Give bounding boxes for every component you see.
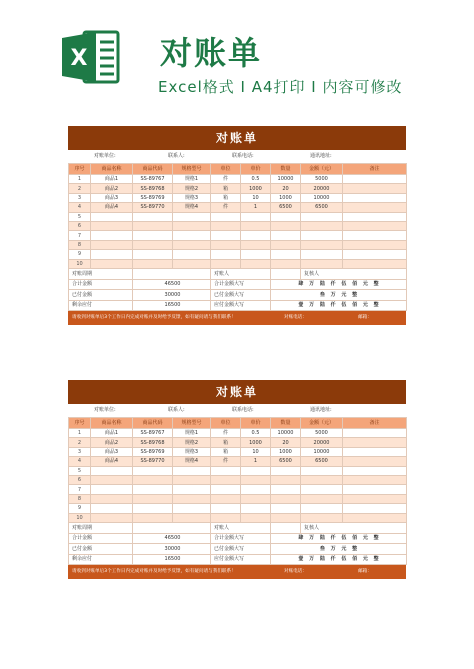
items-table: [68, 417, 407, 565]
table-row: [69, 513, 407, 522]
table-cell: [211, 485, 241, 494]
table-cell: [211, 504, 241, 513]
table-cell: [301, 504, 343, 513]
table-cell: [343, 447, 407, 456]
column-header: 单位: [211, 164, 241, 175]
table-cell: [133, 259, 173, 268]
table-cell: SS-89768: [133, 184, 173, 193]
due-value: 16500: [133, 300, 211, 311]
table-cell: [343, 457, 407, 466]
due-caps-label: 应付金额大写: [211, 554, 271, 565]
table-cell: [241, 259, 271, 268]
table-cell: [133, 231, 173, 240]
table-cell: 4: [69, 203, 91, 212]
table-cell: [133, 212, 173, 221]
table-cell: 箱: [211, 447, 241, 456]
table-cell: 箱: [211, 438, 241, 447]
column-header: 商品名称: [91, 418, 133, 429]
table-cell: [91, 259, 133, 268]
table-cell: SS-89770: [133, 203, 173, 212]
checker-label: 对账人: [211, 268, 271, 279]
logo-letter: X: [70, 46, 88, 71]
total-caps-label: 合计金额大写: [211, 279, 271, 290]
table-cell: 0.5: [241, 429, 271, 438]
table-cell: 商品3: [91, 447, 133, 456]
table-cell: 规格2: [173, 438, 211, 447]
table-cell: 规格4: [173, 203, 211, 212]
page-subtitle: Excel格式 I A4打印 I 内容可修改: [158, 78, 403, 96]
table-cell: SS-89767: [133, 429, 173, 438]
table-cell: 20000: [301, 184, 343, 193]
table-cell: SS-89769: [133, 447, 173, 456]
table-cell: 规格3: [173, 447, 211, 456]
table-cell: 件: [211, 203, 241, 212]
table-header-row: [69, 164, 407, 175]
table-cell: [133, 494, 173, 503]
paid-caps-value: 叁 万 元 整: [271, 290, 407, 301]
table-row: [69, 447, 407, 456]
table-cell: [271, 485, 301, 494]
table-row: [69, 485, 407, 494]
table-cell: [343, 259, 407, 268]
table-cell: 5000: [301, 175, 343, 184]
summary-row-paid: [69, 544, 407, 555]
table-cell: 件: [211, 457, 241, 466]
table-cell: 1000: [241, 184, 271, 193]
table-row: [69, 203, 407, 212]
table-cell: [211, 221, 241, 230]
table-cell: [343, 494, 407, 503]
table-cell: [343, 504, 407, 513]
table-cell: [271, 504, 301, 513]
table-cell: 规格1: [173, 429, 211, 438]
phone-label: 联系电话:: [232, 153, 254, 159]
table-cell: 件: [211, 175, 241, 184]
table-cell: 8: [69, 240, 91, 249]
table-cell: 规格1: [173, 175, 211, 184]
table-cell: [173, 259, 211, 268]
checker-label: 对账人: [211, 522, 271, 533]
table-row: [69, 475, 407, 484]
unit-label: 对账单位:: [94, 153, 116, 159]
table-cell: 6500: [271, 203, 301, 212]
table-cell: [133, 250, 173, 259]
table-cell: [91, 475, 133, 484]
table-cell: 1000: [271, 447, 301, 456]
table-cell: 规格4: [173, 457, 211, 466]
table-cell: [173, 231, 211, 240]
table-cell: [271, 475, 301, 484]
table-cell: 20: [271, 438, 301, 447]
table-cell: [301, 212, 343, 221]
table-cell: [211, 240, 241, 249]
period-label: 对账周期: [69, 522, 133, 533]
sheet-title: 对账单: [68, 126, 406, 150]
footer-note: 请收到对账单后3个工作日内完成对账并及时给予反馈，如有疑问请与我们联系！: [72, 569, 236, 575]
due-caps-value: 壹 万 陆 仟 伍 佰 元 整: [271, 554, 407, 565]
table-row: [69, 457, 407, 466]
column-header: 规格型号: [173, 418, 211, 429]
column-header: 商品代码: [133, 418, 173, 429]
sheet-info-row: [68, 404, 406, 417]
table-cell: [173, 466, 211, 475]
table-cell: [133, 221, 173, 230]
table-cell: [343, 513, 407, 522]
reviewer-label: 复核人: [301, 268, 407, 279]
table-cell: 商品2: [91, 184, 133, 193]
table-cell: SS-89769: [133, 193, 173, 202]
total-label: 合计金额: [69, 279, 133, 290]
table-cell: [211, 231, 241, 240]
paid-caps-value: 叁 万 元 整: [271, 544, 407, 555]
table-cell: [91, 250, 133, 259]
column-header: 序号: [69, 418, 91, 429]
table-cell: [211, 494, 241, 503]
table-cell: [301, 240, 343, 249]
period-label: 对账周期: [69, 268, 133, 279]
table-cell: 件: [211, 429, 241, 438]
table-cell: 商品2: [91, 438, 133, 447]
table-cell: [343, 429, 407, 438]
summary-row-people: [69, 268, 407, 279]
table-cell: 10: [69, 513, 91, 522]
table-cell: [301, 259, 343, 268]
footer-note: 请收到对账单后3个工作日内完成对账并及时给予反馈，如有疑问请与我们联系！: [72, 315, 236, 321]
footer-email: 邮箱：: [358, 315, 372, 321]
reviewer-label: 复核人: [301, 522, 407, 533]
table-cell: 3: [69, 447, 91, 456]
total-caps-label: 合计金额大写: [211, 533, 271, 544]
summary-row-due: [69, 300, 407, 311]
table-cell: [301, 221, 343, 230]
table-cell: 7: [69, 231, 91, 240]
table-cell: [343, 203, 407, 212]
table-cell: 9: [69, 250, 91, 259]
table-cell: [91, 240, 133, 249]
due-label: 剩余应付: [69, 300, 133, 311]
table-cell: [241, 231, 271, 240]
table-cell: [241, 494, 271, 503]
table-row: [69, 221, 407, 230]
table-cell: SS-89768: [133, 438, 173, 447]
excel-logo-icon: [60, 28, 122, 86]
total-value: 46500: [133, 533, 211, 544]
column-header: 规格型号: [173, 164, 211, 175]
table-cell: 10: [69, 259, 91, 268]
table-cell: 商品1: [91, 175, 133, 184]
table-cell: [343, 466, 407, 475]
table-cell: 1000: [241, 438, 271, 447]
table-cell: 2: [69, 438, 91, 447]
table-cell: [241, 240, 271, 249]
table-cell: [173, 494, 211, 503]
sheet-footer: [68, 311, 406, 325]
table-row: [69, 250, 407, 259]
table-cell: 1: [241, 457, 271, 466]
due-caps-label: 应付金额大写: [211, 300, 271, 311]
table-cell: 4: [69, 457, 91, 466]
table-cell: [91, 485, 133, 494]
sheet-info-row: [68, 150, 406, 163]
table-cell: [91, 231, 133, 240]
table-cell: [173, 212, 211, 221]
table-cell: [343, 475, 407, 484]
table-row: [69, 504, 407, 513]
table-cell: [271, 259, 301, 268]
table-cell: [271, 494, 301, 503]
unit-label: 对账单位:: [94, 407, 116, 413]
table-cell: [133, 513, 173, 522]
total-value: 46500: [133, 279, 211, 290]
table-cell: 7: [69, 485, 91, 494]
table-cell: 规格3: [173, 193, 211, 202]
table-cell: [91, 513, 133, 522]
table-cell: [91, 466, 133, 475]
table-cell: 6: [69, 221, 91, 230]
table-cell: [301, 513, 343, 522]
table-cell: [211, 513, 241, 522]
table-cell: [343, 485, 407, 494]
paid-caps-label: 已付金额大写: [211, 544, 271, 555]
table-row: [69, 231, 407, 240]
table-cell: [271, 212, 301, 221]
address-label: 通讯地址:: [310, 153, 332, 159]
table-cell: SS-89767: [133, 175, 173, 184]
table-cell: [241, 250, 271, 259]
table-row: [69, 466, 407, 475]
table-cell: 商品4: [91, 457, 133, 466]
column-header: 备注: [343, 418, 407, 429]
summary-row-due: [69, 554, 407, 565]
due-label: 剩余应付: [69, 554, 133, 565]
table-cell: [241, 504, 271, 513]
table-cell: [133, 240, 173, 249]
table-cell: [211, 259, 241, 268]
table-row: [69, 184, 407, 193]
table-cell: 20000: [301, 438, 343, 447]
table-cell: 1: [69, 429, 91, 438]
table-cell: 8: [69, 494, 91, 503]
column-header: 商品名称: [91, 164, 133, 175]
address-label: 通讯地址:: [310, 407, 332, 413]
table-cell: [343, 240, 407, 249]
table-cell: [343, 438, 407, 447]
paid-label: 已付金额: [69, 544, 133, 555]
contact-label: 联系人:: [168, 153, 185, 159]
table-cell: [301, 494, 343, 503]
table-cell: [343, 184, 407, 193]
table-cell: [211, 250, 241, 259]
paid-value: 30000: [133, 544, 211, 555]
table-cell: 20: [271, 184, 301, 193]
summary-row-people: [69, 522, 407, 533]
table-cell: [271, 513, 301, 522]
table-cell: 6500: [301, 203, 343, 212]
table-cell: [91, 494, 133, 503]
table-cell: 箱: [211, 184, 241, 193]
total-caps-value: 肆 万 陆 仟 伍 佰 元 整: [271, 279, 407, 290]
table-cell: 10000: [271, 175, 301, 184]
table-cell: [343, 231, 407, 240]
table-cell: [241, 221, 271, 230]
table-cell: 6: [69, 475, 91, 484]
column-header: 单位: [211, 418, 241, 429]
table-header-row: [69, 418, 407, 429]
table-cell: [173, 513, 211, 522]
table-cell: 商品1: [91, 429, 133, 438]
table-cell: 2: [69, 184, 91, 193]
table-cell: [91, 221, 133, 230]
header: [0, 0, 474, 120]
column-header: 备注: [343, 164, 407, 175]
table-cell: 箱: [211, 193, 241, 202]
column-header: 单价: [241, 164, 271, 175]
column-header: 数量: [271, 164, 301, 175]
table-cell: [241, 513, 271, 522]
due-caps-value: 壹 万 陆 仟 伍 佰 元 整: [271, 300, 407, 311]
column-header: 金额（元）: [301, 164, 343, 175]
table-cell: 商品3: [91, 193, 133, 202]
table-cell: 10000: [271, 429, 301, 438]
table-row: [69, 438, 407, 447]
table-cell: 10000: [301, 447, 343, 456]
table-cell: [271, 250, 301, 259]
paid-label: 已付金额: [69, 290, 133, 301]
table-cell: 6500: [301, 457, 343, 466]
table-cell: 1: [69, 175, 91, 184]
sheet-title: 对账单: [68, 380, 406, 404]
table-cell: SS-89770: [133, 457, 173, 466]
column-header: 单价: [241, 418, 271, 429]
table-cell: [241, 475, 271, 484]
table-cell: [343, 250, 407, 259]
items-table: [68, 163, 407, 311]
table-cell: [301, 466, 343, 475]
footer-phone: 对账电话：: [284, 315, 307, 321]
table-cell: 6500: [271, 457, 301, 466]
table-cell: 商品4: [91, 203, 133, 212]
footer-email: 邮箱：: [358, 569, 372, 575]
table-cell: [91, 504, 133, 513]
summary-row-total: [69, 533, 407, 544]
table-cell: 0.5: [241, 175, 271, 184]
due-value: 16500: [133, 554, 211, 565]
column-header: 金额（元）: [301, 418, 343, 429]
table-cell: [173, 250, 211, 259]
table-cell: [173, 221, 211, 230]
table-cell: 10: [241, 447, 271, 456]
table-row: [69, 259, 407, 268]
total-label: 合计金额: [69, 533, 133, 544]
summary-row-total: [69, 279, 407, 290]
contact-label: 联系人:: [168, 407, 185, 413]
table-row: [69, 240, 407, 249]
table-row: [69, 494, 407, 503]
table-cell: [271, 221, 301, 230]
table-cell: [133, 475, 173, 484]
table-cell: [241, 485, 271, 494]
statement-sheet-2: [68, 380, 406, 579]
table-row: [69, 193, 407, 202]
table-cell: [343, 175, 407, 184]
table-cell: [301, 475, 343, 484]
table-cell: [343, 212, 407, 221]
table-cell: [343, 193, 407, 202]
table-cell: 5: [69, 466, 91, 475]
table-cell: [133, 504, 173, 513]
table-cell: 10: [241, 193, 271, 202]
table-cell: [301, 231, 343, 240]
table-cell: [241, 212, 271, 221]
table-cell: 5000: [301, 429, 343, 438]
table-cell: [271, 231, 301, 240]
table-cell: [211, 466, 241, 475]
table-cell: [301, 250, 343, 259]
table-row: [69, 175, 407, 184]
table-cell: [91, 212, 133, 221]
sheet-footer: [68, 565, 406, 579]
table-cell: [271, 240, 301, 249]
table-cell: [133, 466, 173, 475]
table-cell: [211, 212, 241, 221]
table-cell: [211, 475, 241, 484]
table-cell: 10000: [301, 193, 343, 202]
table-cell: [241, 466, 271, 475]
table-cell: 规格2: [173, 184, 211, 193]
table-cell: 9: [69, 504, 91, 513]
table-cell: [173, 504, 211, 513]
column-header: 数量: [271, 418, 301, 429]
table-row: [69, 212, 407, 221]
table-cell: [173, 475, 211, 484]
footer-phone: 对账电话：: [284, 569, 307, 575]
table-cell: [301, 485, 343, 494]
table-cell: 1: [241, 203, 271, 212]
table-cell: [343, 221, 407, 230]
table-cell: 1000: [271, 193, 301, 202]
table-cell: 3: [69, 193, 91, 202]
phone-label: 联系电话:: [232, 407, 254, 413]
table-cell: [173, 240, 211, 249]
page-title: 对账单: [160, 34, 263, 72]
statement-sheet-1: [68, 126, 406, 325]
paid-value: 30000: [133, 290, 211, 301]
total-caps-value: 肆 万 陆 仟 伍 佰 元 整: [271, 533, 407, 544]
table-cell: [173, 485, 211, 494]
column-header: 商品代码: [133, 164, 173, 175]
table-cell: [133, 485, 173, 494]
paid-caps-label: 已付金额大写: [211, 290, 271, 301]
table-cell: 5: [69, 212, 91, 221]
summary-row-paid: [69, 290, 407, 301]
column-header: 序号: [69, 164, 91, 175]
table-cell: [271, 466, 301, 475]
table-row: [69, 429, 407, 438]
